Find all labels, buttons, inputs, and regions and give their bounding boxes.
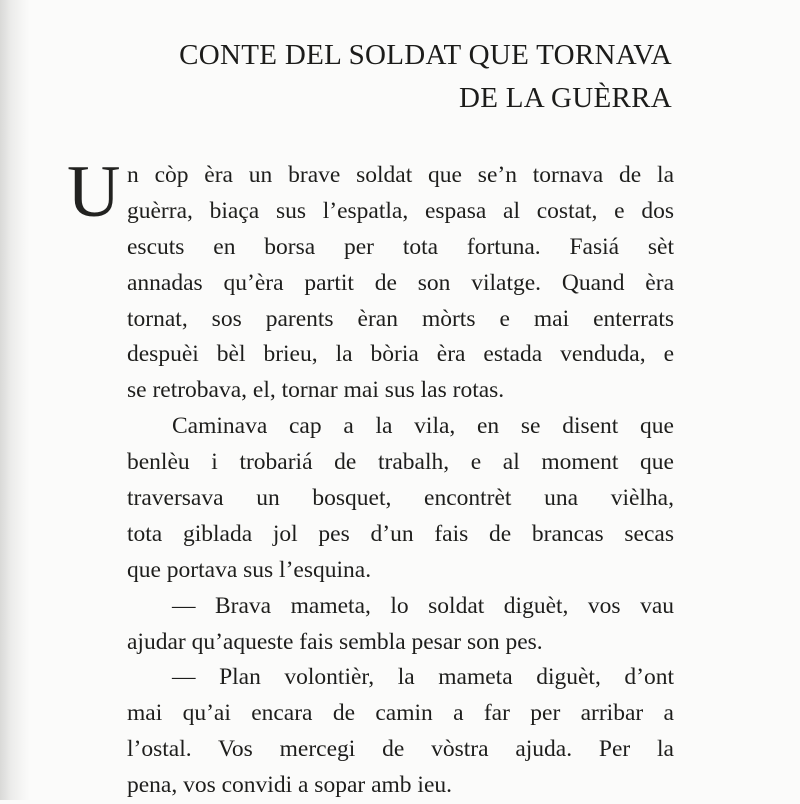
text-line: que portava sus l’esquina. [127, 556, 372, 583]
text-line: — Brava mameta, lo soldat diguèt, vos vau [172, 592, 674, 619]
text-line: benlèu i trobariá de trabalh, e al moment que [127, 449, 674, 476]
page-gutter-shadow [0, 0, 30, 800]
chapter-title-line-1: CONTE DEL SOLDAT QUE TORNAVA [179, 39, 672, 71]
text-line: mai qu’ai encara de camin a far per arribar a [127, 700, 674, 727]
text-line: n còp èra un brave soldat que se’n tornava de la [127, 162, 674, 188]
drop-cap: U [67, 151, 121, 233]
text-line: traversava un bosquet, encontrèt una vièlha, [127, 485, 674, 512]
text-line: annadas qu’èra partit de son vilatge. Quand èra [127, 269, 674, 296]
text-line: escuts en borsa per tota fortuna. Fasiá sèt [127, 233, 674, 260]
story-text [127, 158, 674, 804]
text-line: tota giblada jol pes d’un fais de brancas secas [127, 520, 674, 547]
text-line: tornat, sos parents èran mòrts e mai enterrats [127, 305, 674, 332]
text-line: pena, vos convidi a sopar amb ieu. [127, 772, 452, 799]
text-line: guèrra, biaça sus l’espatla, espasa al costat, e dos [127, 197, 674, 224]
text-line: l’ostal. Vos mercegi de vòstra ajuda. Per la [127, 736, 674, 763]
text-line: ajudar qu’aqueste fais sembla pesar son pes. [127, 628, 543, 655]
text-line: — Plan volontièr, la mameta diguèt, d’ont [172, 664, 674, 691]
text-line: Caminava cap a la vila, en se disent que [172, 413, 674, 440]
chapter-title-line-2: DE LA GUÈRRA [458, 82, 672, 114]
text-line: despuèi bèl brieu, la bòria èra estada venduda, e [127, 341, 674, 368]
chapter-title [179, 34, 672, 120]
text-line: se retrobava, el, tornar mai sus las rotas. [127, 377, 505, 404]
